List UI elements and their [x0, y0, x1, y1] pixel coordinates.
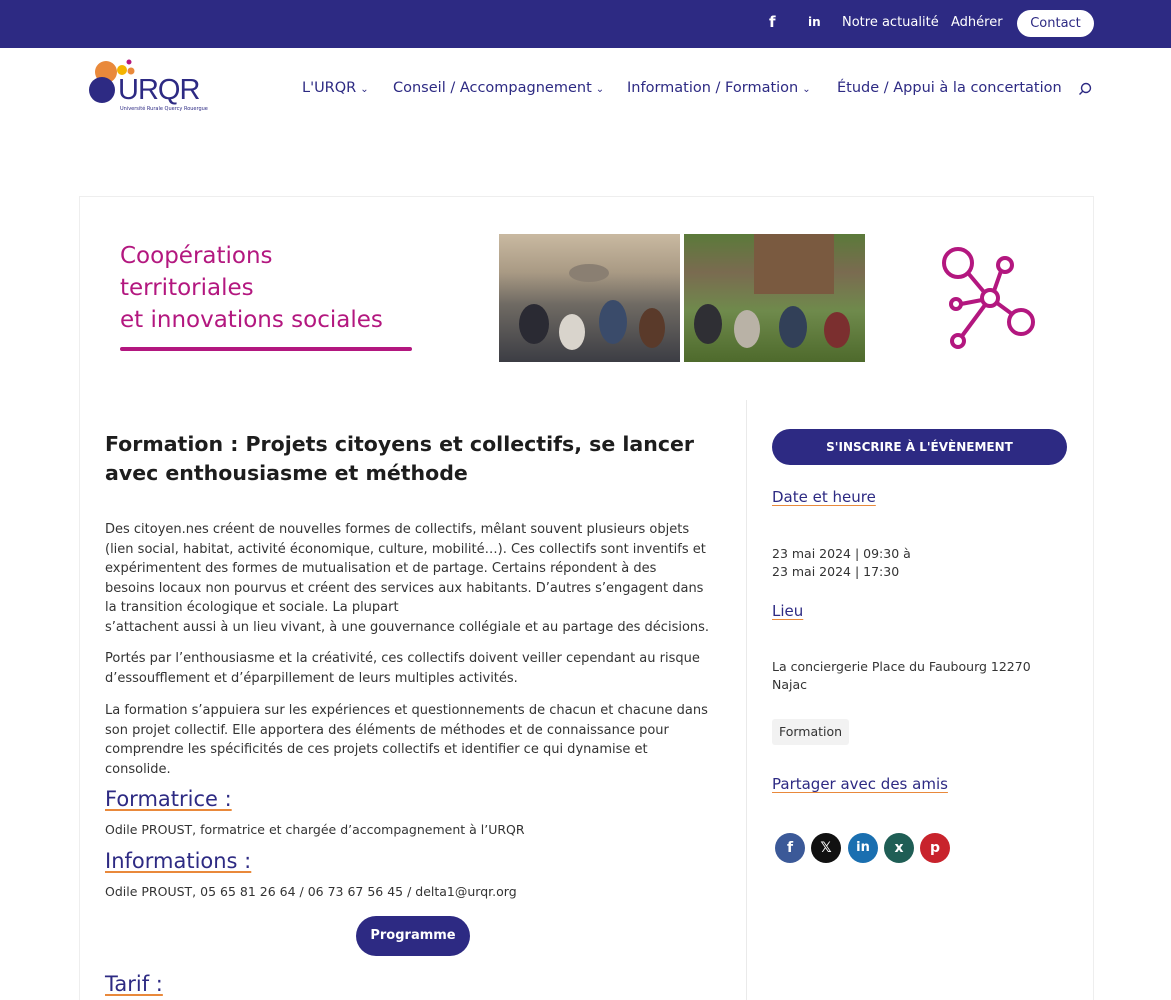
paragraph-enthusiasm: Portés par l’enthousiasme et la créativité, ces collectifs doivent veiller cependant au risque d’essoufflement et d’éparpillement de leurs multiples activités.	[105, 651, 700, 686]
nav-label: L'URQR	[302, 80, 357, 96]
chevron-down-icon: ⌄	[360, 84, 369, 95]
event-date: 23 mai 2024 | 09:30 à 23 mai 2024 | 17:30	[772, 546, 911, 579]
nav-item-urqr[interactable]	[302, 80, 369, 96]
category-tag[interactable]: Formation	[772, 719, 849, 745]
banner-line-3: et innovations sociales	[120, 307, 383, 333]
share-facebook-icon[interactable]: f	[775, 833, 805, 863]
column-divider	[746, 400, 747, 1000]
event-location: La conciergerie Place du Faubourg 12270 Najac	[772, 659, 1031, 692]
share-pinterest-icon[interactable]: p	[920, 833, 950, 863]
top-bar	[0, 0, 1171, 48]
paragraph-intro: Des citoyen.nes créent de nouvelles formes de collectifs, mêlant souvent plusieurs objets (lien social, habitat, activité économique, culture, mobilité…). Ces collectifs sont inventifs et expérimentent des formes de mutualisation et de partage. Certains répondent à des besoins locaux non pourvus et créent des services aux habitants. D’autres s’engagent dans la transition écologique et sociale. La plupart s’attachent aussi à un lieu vivant, à une gouvernance collégiale et au partage des décisions.	[105, 522, 710, 635]
nav-label: Information / Formation	[627, 80, 799, 96]
banner-photo-indoor	[499, 234, 680, 362]
banner-title	[120, 240, 383, 336]
nav-item-etude[interactable]	[837, 80, 1062, 96]
heading-date: Date et heure	[772, 488, 876, 506]
network-icon	[940, 243, 1036, 351]
logo[interactable]	[86, 56, 206, 116]
heading-lieu: Lieu	[772, 602, 804, 620]
logo-text: URQR	[118, 74, 200, 106]
heading-tarif: Tarif :	[105, 972, 163, 996]
linkedin-icon[interactable]: in	[808, 15, 821, 29]
banner-line-2: territoriales	[120, 275, 254, 301]
logo-tagline: Université Rurale Quercy Rouergue	[120, 106, 208, 112]
event-title: Formation : Projets citoyens et collectifs, se lancer avec enthousiasme et méthode	[105, 432, 695, 485]
share-x-icon[interactable]: 𝕏	[811, 833, 841, 863]
banner-photo-outdoor	[684, 234, 865, 362]
nav-item-information[interactable]	[627, 80, 811, 96]
banner-underline	[120, 347, 412, 351]
heading-share: Partager avec des amis	[772, 775, 948, 793]
link-notre-actualite[interactable]: Notre actualité	[842, 15, 939, 30]
share-linkedin-icon[interactable]: in	[848, 833, 878, 863]
heading-informations: Informations :	[105, 849, 252, 873]
share-xing-icon[interactable]: x	[884, 833, 914, 863]
nav-label: Étude / Appui à la concertation	[837, 80, 1062, 96]
paragraph-formation: La formation s’appuiera sur les expériences et questionnements de chacun et chacune dans son projet collectif. Elle apportera des éléments de méthodes et de connaissance pour comprendre les spécificités de ces projets collectifs et identifier ce qui dynamise et consolide.	[105, 703, 708, 777]
facebook-icon[interactable]: f	[769, 13, 776, 31]
informations-text: Odile PROUST, 05 65 81 26 64 / 06 73 67 56 45 / delta1@urqr.org	[105, 884, 517, 899]
formatrice-text: Odile PROUST, formatrice et chargée d’accompagnement à l’URQR	[105, 822, 525, 837]
link-adherer[interactable]: Adhérer	[951, 15, 1003, 30]
chevron-down-icon: ⌄	[595, 84, 605, 95]
contact-button[interactable]: Contact	[1017, 10, 1094, 37]
register-event-button[interactable]: S'INSCRIRE À L'ÉVÈNEMENT	[772, 429, 1067, 465]
nav-label: Conseil / Accompagnement	[393, 80, 592, 96]
search-icon[interactable]	[1078, 82, 1092, 96]
heading-formatrice: Formatrice :	[105, 787, 232, 811]
banner-line-1: Coopérations	[120, 243, 273, 269]
nav-item-conseil[interactable]	[393, 80, 604, 96]
programme-button[interactable]: Programme	[356, 916, 470, 956]
chevron-down-icon: ⌄	[802, 84, 811, 95]
